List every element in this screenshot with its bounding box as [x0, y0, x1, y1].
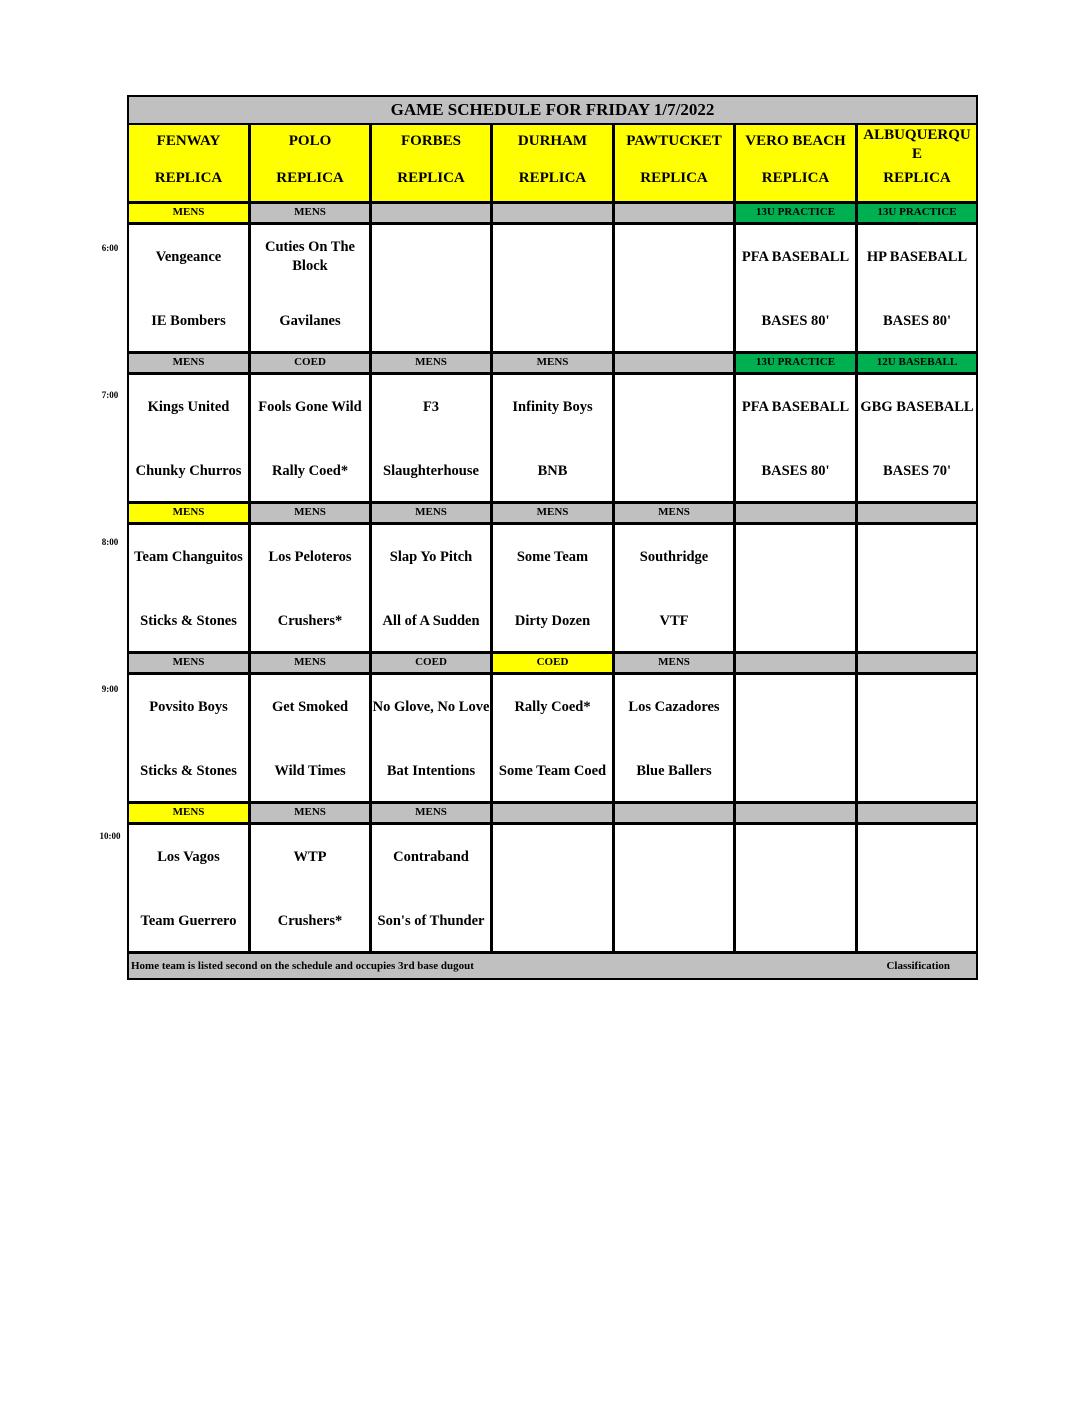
- classification-label: 13U PRACTICE: [858, 204, 976, 222]
- game-cell: [858, 825, 976, 951]
- home-team: Dirty Dozen: [514, 612, 591, 629]
- classification-label: MENS: [129, 504, 251, 522]
- classification-row: [129, 204, 976, 225]
- classification-label: MENS: [129, 204, 251, 222]
- classification-label: MENS: [493, 354, 615, 372]
- game-cell: [129, 375, 251, 501]
- away-team: Slap Yo Pitch: [389, 548, 473, 565]
- classification-label: MENS: [251, 804, 372, 822]
- game-cell: [736, 525, 858, 651]
- classification-label: [858, 654, 976, 672]
- classification-label: [736, 804, 858, 822]
- game-cell: [615, 375, 736, 501]
- game-cell: [129, 525, 251, 651]
- schedule-sheet: [127, 95, 978, 980]
- game-cell: [251, 525, 372, 651]
- away-team: [615, 225, 733, 289]
- home-team: [372, 309, 490, 333]
- home-team: [615, 909, 733, 933]
- classification-row: [129, 804, 976, 825]
- away-team: Vengeance: [155, 248, 222, 265]
- home-team: Sticks & Stones: [140, 762, 237, 779]
- classification-label: MENS: [615, 654, 736, 672]
- home-team: Team Guerrero: [140, 912, 237, 929]
- venue-sub: REPLICA: [518, 170, 587, 186]
- game-cell: [372, 225, 493, 351]
- home-team: Some Team Coed: [498, 762, 607, 779]
- home-team: Wild Times: [274, 762, 346, 779]
- classification-label: 13U PRACTICE: [736, 204, 858, 222]
- away-team: Fools Gone Wild: [258, 398, 362, 415]
- away-team: Povsito Boys: [149, 698, 228, 715]
- home-team: BASES 70': [882, 462, 952, 479]
- venue-name: FENWAY: [156, 133, 221, 149]
- game-cell: [372, 825, 493, 951]
- venue-header-vero-beach: [736, 125, 858, 201]
- game-cell: [251, 225, 372, 351]
- away-team: WTP: [293, 848, 327, 865]
- venue-name: ALBUQUERQU E: [863, 127, 971, 162]
- home-team: Sticks & Stones: [140, 612, 237, 629]
- game-cell: [736, 675, 858, 801]
- classification-label: MENS: [372, 804, 493, 822]
- home-team: Crushers*: [277, 912, 343, 929]
- game-cell: [493, 675, 615, 801]
- away-team: [858, 825, 976, 889]
- venue-header-row: [129, 125, 976, 204]
- home-team: [858, 909, 976, 933]
- home-team: [615, 309, 733, 333]
- game-cell: [736, 375, 858, 501]
- home-team: [736, 759, 855, 783]
- home-team: BASES 80': [761, 462, 830, 479]
- game-cell: [736, 825, 858, 951]
- game-cell: [129, 225, 251, 351]
- home-team: All of A Sudden: [382, 612, 480, 629]
- home-team: Chunky Churros: [135, 462, 242, 479]
- away-team: [858, 675, 976, 739]
- home-team: Bat Intentions: [386, 762, 476, 779]
- classification-row: [129, 654, 976, 675]
- game-cell: [736, 225, 858, 351]
- venue-header-albuquerque: [858, 125, 976, 201]
- away-team: Los Cazadores: [628, 698, 720, 715]
- game-row: [129, 675, 976, 804]
- game-cell: [493, 825, 615, 951]
- game-cell: [615, 525, 736, 651]
- classification-label: [493, 804, 615, 822]
- classification-label: MENS: [372, 354, 493, 372]
- venue-header-fenway: [129, 125, 251, 201]
- home-team: [493, 309, 612, 333]
- away-team: F3: [422, 398, 440, 415]
- home-team: VTF: [659, 612, 689, 629]
- game-cell: [372, 375, 493, 501]
- game-row: [129, 375, 976, 504]
- classification-label: COED: [372, 654, 493, 672]
- away-team: [858, 525, 976, 589]
- classification-row: [129, 504, 976, 525]
- away-team: Get Smoked: [271, 698, 349, 715]
- venue-sub: REPLICA: [640, 170, 708, 186]
- time-label: 6:00: [101, 243, 119, 253]
- venue-sub: REPLICA: [883, 170, 951, 186]
- game-cell: [615, 825, 736, 951]
- game-cell: [493, 525, 615, 651]
- home-team: IE Bombers: [151, 312, 226, 329]
- away-team: PFA BASEBALL: [741, 248, 850, 265]
- venue-header-forbes: [372, 125, 493, 201]
- away-team: [615, 825, 733, 889]
- game-cell: [251, 825, 372, 951]
- time-label: 9:00: [101, 684, 119, 694]
- classification-label: MENS: [129, 654, 251, 672]
- venue-header-polo: [251, 125, 372, 201]
- venue-name: FORBES: [400, 133, 461, 149]
- game-cell: [129, 825, 251, 951]
- home-team: [858, 759, 976, 783]
- footer-bar: [129, 954, 976, 978]
- schedule-title: GAME SCHEDULE FOR FRIDAY 1/7/2022: [129, 97, 976, 125]
- game-cell: [858, 675, 976, 801]
- time-label: 10:00: [99, 831, 121, 841]
- away-team: [736, 675, 855, 739]
- game-cell: [251, 375, 372, 501]
- away-team: PFA BASEBALL: [741, 398, 850, 415]
- home-team: BNB: [537, 462, 568, 479]
- away-team: [493, 825, 612, 889]
- venue-name: VERO BEACH: [745, 133, 846, 149]
- classification-label: MENS: [129, 354, 251, 372]
- away-team: Rally Coed*: [514, 698, 591, 715]
- classification-label: MENS: [615, 504, 736, 522]
- away-team: [736, 525, 855, 589]
- home-team: Blue Ballers: [636, 762, 712, 779]
- classification-label: [858, 804, 976, 822]
- classification-label: [372, 204, 493, 222]
- classification-label: [736, 504, 858, 522]
- classification-label: [615, 804, 736, 822]
- classification-label: 13U PRACTICE: [736, 354, 858, 372]
- venue-name: DURHAM: [517, 133, 588, 149]
- away-team: [736, 825, 855, 889]
- classification-label: [858, 504, 976, 522]
- footer-note: Home team is listed second on the schedule and occupies 3rd base dugout: [131, 960, 474, 972]
- away-team: Team Changuitos: [134, 548, 243, 565]
- game-row: [129, 525, 976, 654]
- game-cell: [858, 375, 976, 501]
- game-cell: [129, 675, 251, 801]
- away-team: GBG BASEBALL: [860, 398, 974, 415]
- away-team: Infinity Boys: [512, 398, 593, 415]
- classification-label: [615, 354, 736, 372]
- game-cell: [858, 525, 976, 651]
- classification-label: [493, 204, 615, 222]
- away-team: [372, 225, 490, 289]
- away-team: Los Peloteros: [268, 548, 352, 565]
- venue-sub: REPLICA: [154, 170, 223, 186]
- away-team: Contraband: [393, 848, 469, 865]
- away-team: HP BASEBALL: [866, 248, 968, 265]
- home-team: BASES 80': [761, 312, 830, 329]
- classification-label: COED: [493, 654, 615, 672]
- home-team: Rally Coed*: [271, 462, 349, 479]
- home-team: Crushers*: [277, 612, 343, 629]
- classification-label: MENS: [372, 504, 493, 522]
- time-label: 8:00: [101, 537, 119, 547]
- classification-row: [129, 354, 976, 375]
- game-row: [129, 825, 976, 954]
- venue-header-durham: [493, 125, 615, 201]
- game-cell: [372, 675, 493, 801]
- venue-name: PAWTUCKET: [626, 133, 722, 149]
- away-team: Some Team: [516, 548, 589, 565]
- classification-label: COED: [251, 354, 372, 372]
- footer-classification: Classification: [886, 960, 950, 972]
- classification-label: [615, 204, 736, 222]
- time-slots: [129, 204, 976, 954]
- home-team: Slaughterhouse: [383, 462, 479, 479]
- venue-sub: REPLICA: [761, 170, 830, 186]
- away-team: Kings United: [147, 398, 230, 415]
- game-cell: [858, 225, 976, 351]
- venue-sub: REPLICA: [397, 170, 465, 186]
- home-team: BASES 80': [882, 312, 952, 329]
- classification-label: MENS: [251, 204, 372, 222]
- away-team: Southridge: [639, 548, 709, 565]
- away-team: [493, 225, 612, 289]
- classification-label: 12U BASEBALL: [858, 354, 976, 372]
- home-team: Gavilanes: [279, 312, 341, 329]
- classification-label: MENS: [251, 654, 372, 672]
- home-team: [493, 909, 612, 933]
- home-team: [858, 609, 976, 633]
- game-row: [129, 225, 976, 354]
- classification-label: [736, 654, 858, 672]
- time-label: 7:00: [101, 390, 119, 400]
- game-cell: [372, 525, 493, 651]
- venue-name: POLO: [288, 133, 332, 149]
- game-cell: [615, 225, 736, 351]
- game-cell: [251, 675, 372, 801]
- game-cell: [615, 675, 736, 801]
- venue-sub: REPLICA: [276, 170, 344, 186]
- away-team: [615, 375, 733, 439]
- away-team: Cuties On The Block: [265, 239, 355, 274]
- away-team: Los Vagos: [157, 848, 220, 865]
- home-team: [736, 609, 855, 633]
- game-cell: [493, 225, 615, 351]
- classification-label: MENS: [251, 504, 372, 522]
- home-team: Son's of Thunder: [377, 912, 485, 929]
- classification-label: MENS: [129, 804, 251, 822]
- classification-label: MENS: [493, 504, 615, 522]
- home-team: [736, 909, 855, 933]
- home-team: [615, 459, 733, 483]
- venue-header-pawtucket: [615, 125, 736, 201]
- game-cell: [493, 375, 615, 501]
- away-team: No Glove, No Love: [372, 698, 490, 715]
